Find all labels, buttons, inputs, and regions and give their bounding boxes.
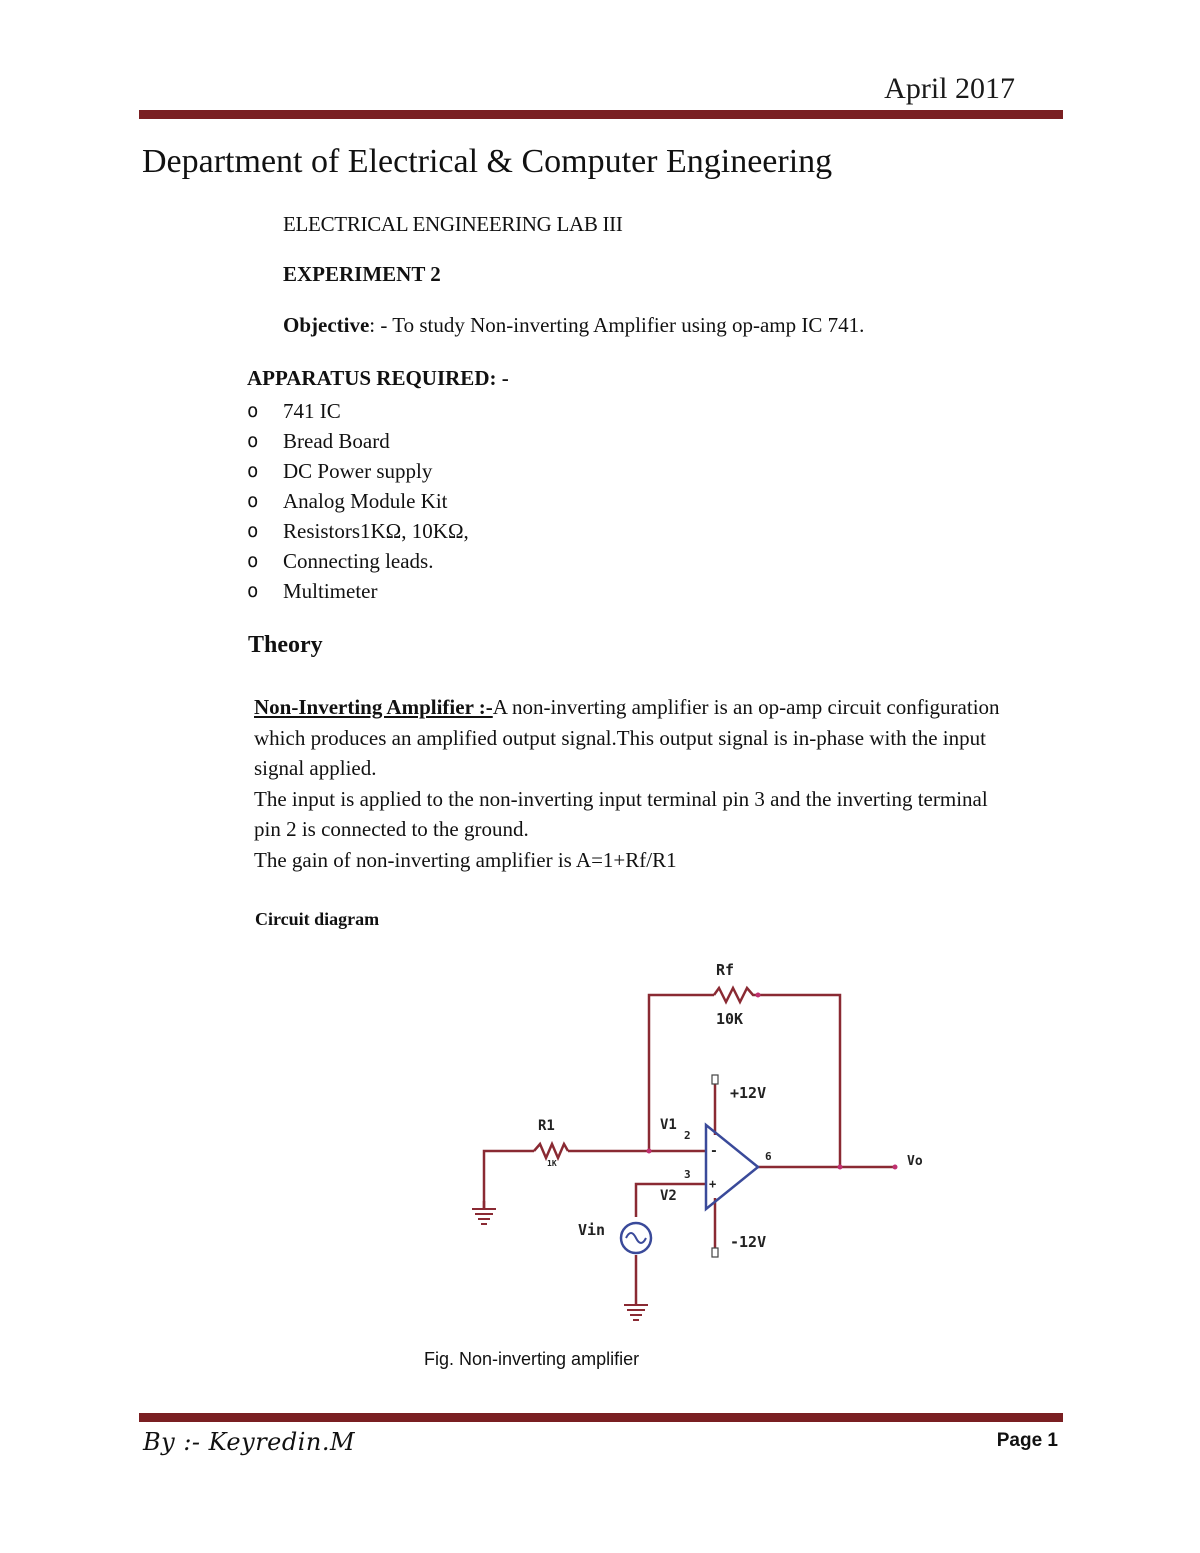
vminus-terminal <box>712 1248 718 1257</box>
lab-title: ELECTRICAL ENGINEERING LAB III <box>283 212 623 236</box>
bullet: o <box>247 460 259 482</box>
objective <box>283 313 864 338</box>
bullet: o <box>247 490 259 512</box>
list-item <box>247 426 469 456</box>
r1-label: R1 <box>538 1118 555 1134</box>
bullet: o <box>247 430 259 452</box>
r1-resistor <box>534 1144 568 1158</box>
experiment-number: EXPERIMENT 2 <box>283 262 441 286</box>
page-number: Page 1 <box>996 1430 1058 1451</box>
apparatus-item: Multimeter <box>283 579 378 603</box>
apparatus-list <box>247 396 469 606</box>
theory-paragraph <box>254 692 1014 875</box>
circuit-diagram <box>460 955 940 1335</box>
objective-text: : - To study Non-inverting Amplifier using op-amp IC 741. <box>369 313 865 337</box>
bullet: o <box>247 580 259 602</box>
v1-label: V1 <box>660 1117 677 1133</box>
vo-label: Vo <box>907 1154 923 1169</box>
apparatus-item: Analog Module Kit <box>283 489 448 513</box>
rf-label: Rf <box>716 961 735 979</box>
circuit-heading: Circuit diagram <box>255 909 380 929</box>
rf-value: 10K <box>716 1010 744 1028</box>
apparatus-item: Bread Board <box>283 429 390 453</box>
list-item <box>247 546 469 576</box>
apparatus-item: 741 IC <box>283 399 341 423</box>
rf-resistor <box>714 988 758 1002</box>
junction-dot <box>756 993 761 998</box>
r1-value: 1K <box>547 1159 557 1168</box>
sine-icon <box>626 1233 646 1243</box>
bullet: o <box>247 550 259 572</box>
apparatus-item: Resistors1KΩ, 10KΩ, <box>283 519 469 543</box>
junction-dot <box>647 1149 652 1154</box>
footer-rule <box>139 1413 1063 1422</box>
vminus-label: -12V <box>730 1233 767 1251</box>
pin2-label: 2 <box>684 1129 691 1142</box>
bullet: o <box>247 400 259 422</box>
vin-label: Vin <box>578 1221 606 1239</box>
list-item <box>247 456 469 486</box>
opamp-symbol <box>706 1125 758 1209</box>
header-date: April 2017 <box>884 72 1015 105</box>
bullet: o <box>247 520 259 542</box>
footer-author: By :- Keyredin.M <box>143 1428 356 1456</box>
vplus-label: +12V <box>730 1084 767 1102</box>
list-item <box>247 396 469 426</box>
objective-label: Objective <box>283 313 370 337</box>
minus-sign: - <box>710 1144 718 1159</box>
theory-formula: The gain of non-inverting amplifier is A=1+Rf/R1 <box>254 847 677 872</box>
v2-label: V2 <box>660 1188 677 1204</box>
list-item <box>247 576 469 606</box>
vplus-terminal <box>712 1075 718 1084</box>
pin3-label: 3 <box>684 1168 691 1181</box>
apparatus-item: DC Power supply <box>283 459 433 483</box>
department-title: Department of Electrical & Computer Engineering <box>142 143 833 180</box>
wires <box>484 995 895 1295</box>
junction-dot <box>893 1165 898 1170</box>
apparatus-item: Connecting leads. <box>283 549 434 573</box>
plus-sign: + <box>709 1177 717 1191</box>
theory-line: The input is applied to the non-inverting input terminal pin 3 and the inverting terminal pin 2 is connected to the ground. <box>254 786 988 841</box>
ground-icon <box>472 1209 496 1224</box>
theory-intro: A non-inverting amplifier is an op-amp circuit configuration which produces an amplified output signal.This output signal is in-phase with the input signal applied. <box>254 695 1000 780</box>
header-rule <box>139 110 1063 119</box>
junction-dot <box>838 1165 843 1170</box>
list-item <box>247 516 469 546</box>
pin6-label: 6 <box>765 1150 772 1163</box>
theory-heading: Theory <box>248 632 323 658</box>
figure-caption: Fig. Non-inverting amplifier <box>424 1349 640 1369</box>
apparatus-heading: APPARATUS REQUIRED: - <box>247 366 509 390</box>
ground-icon <box>624 1305 648 1320</box>
theory-term: Non-Inverting Amplifier :- <box>254 695 493 719</box>
list-item <box>247 486 469 516</box>
